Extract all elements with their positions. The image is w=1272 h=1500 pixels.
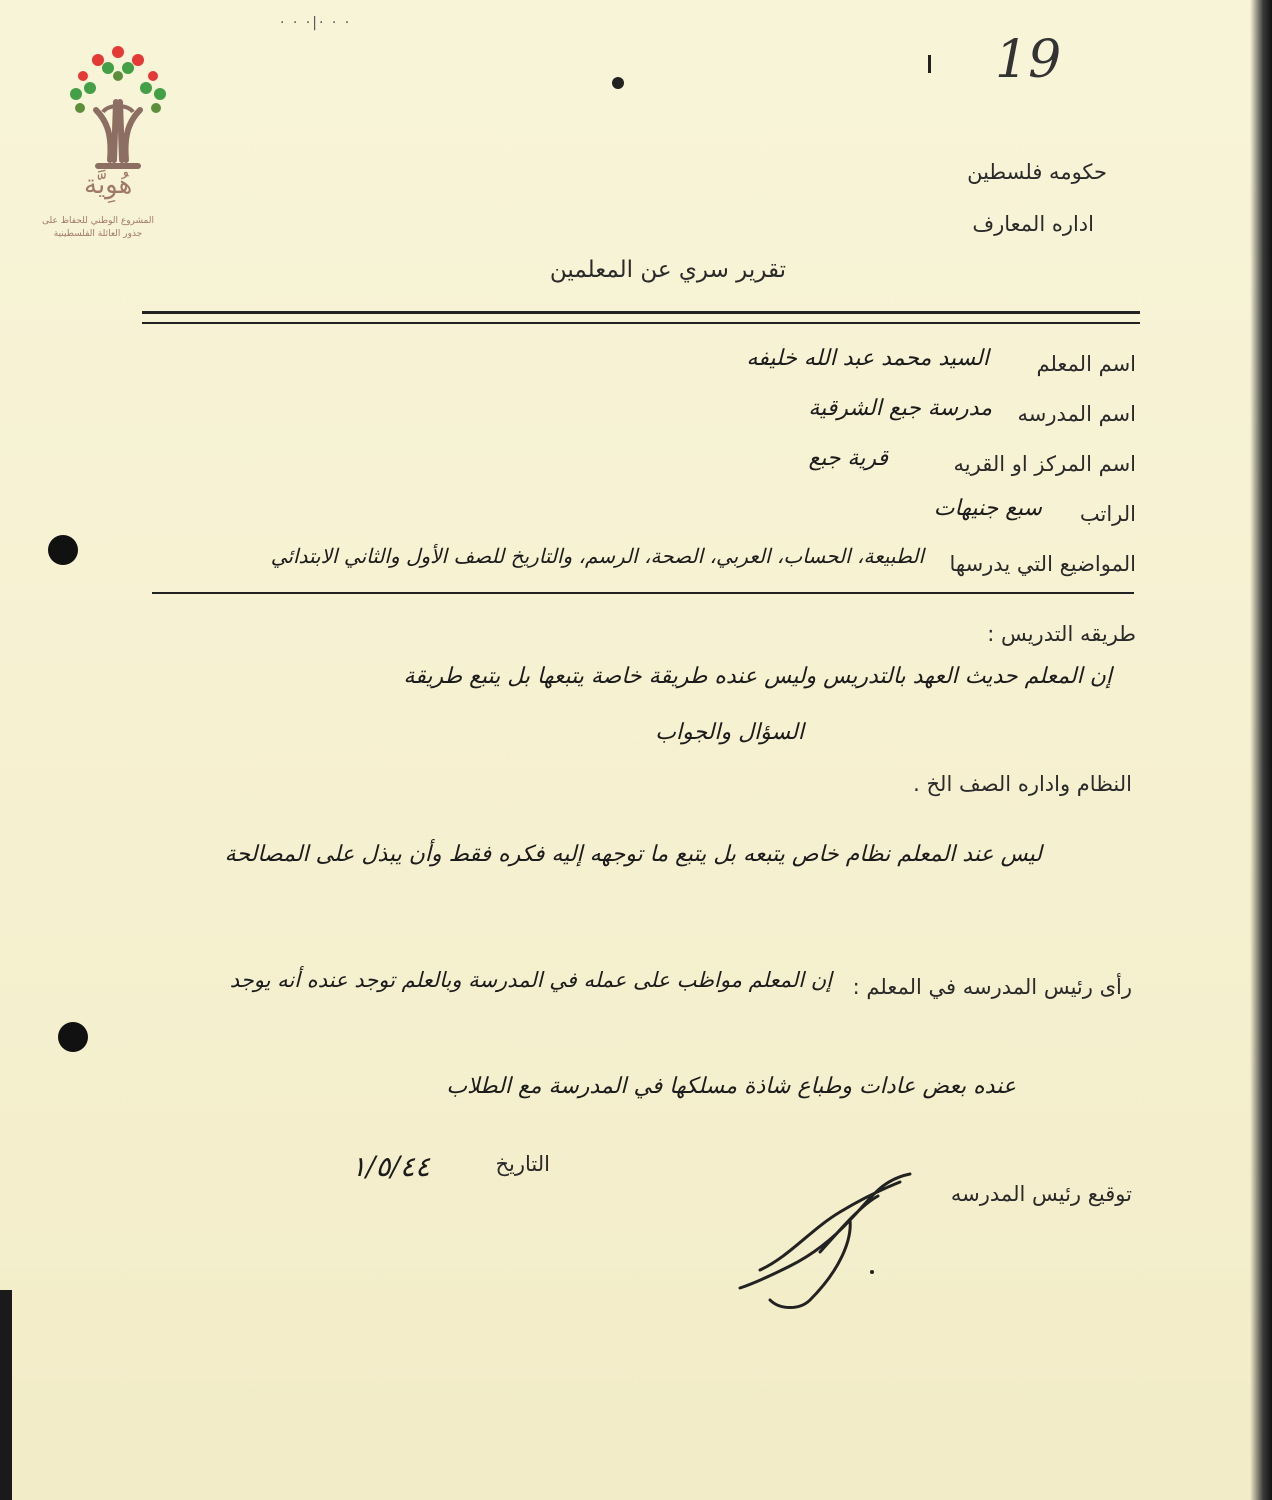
scan-edge-right	[1250, 0, 1272, 1500]
divider	[142, 311, 1140, 314]
scan-edge-left	[0, 1290, 12, 1500]
divider	[142, 322, 1140, 324]
opinion-line-2: عنده بعض عادات وطباع شاذة مسلكها في المدرسة مع الطلاب	[446, 1074, 1016, 1099]
signature-icon	[700, 1160, 940, 1320]
underline	[152, 592, 1134, 594]
field-label-village: اسم المركز او القريه	[953, 452, 1136, 476]
logo	[41, 42, 178, 252]
teaching-line-1: إن المعلم حديث العهد بالتدريس وليس عنده طريقة خاصة يتبعها بل يتبع طريقة	[403, 664, 1112, 689]
logo-tagline-1: المشروع الوطني للحفاظ على	[41, 216, 154, 226]
teaching-line-2: السؤال والجواب	[655, 720, 804, 745]
field-value-village: قرية جبع	[808, 446, 888, 471]
field-value-school: مدرسة جبع الشرقية	[808, 396, 992, 421]
logo-tagline-2: جذور العائلة الفلسطينية	[53, 229, 143, 239]
department-name: اداره المعارف	[972, 212, 1094, 236]
date-label: التاريخ	[495, 1152, 550, 1176]
tree-logo-icon	[58, 42, 178, 172]
signature-label: توقيع رئيس المدرسه	[950, 1182, 1132, 1206]
discipline-label: النظام واداره الصف الخ .	[913, 772, 1132, 796]
field-label-salary: الراتب	[1079, 502, 1136, 526]
discipline-line-1: ليس عند المعلم نظام خاص يتبعه بل يتبع ما توجهه إليه فكره فقط وأن يبذل على المصالحة	[224, 842, 1042, 867]
government-name: حكومه فلسطين	[967, 160, 1107, 184]
punch-hole	[48, 535, 78, 565]
scan-mark	[928, 55, 931, 73]
scan-mark: · · ·|· · ·	[280, 15, 352, 31]
field-value-teacher: السيد محمد عبد الله خليفه	[746, 346, 989, 371]
page-number: 19	[995, 30, 1062, 90]
ink-dot	[612, 77, 624, 89]
logo-name: هُوِيَّة	[84, 170, 133, 200]
punch-hole	[58, 1022, 88, 1052]
page-title: تقرير سري عن المعلمين	[549, 257, 786, 283]
field-value-salary: سبع جنيهات	[933, 496, 1042, 521]
field-label-subjects: المواضيع التي يدرسها	[949, 552, 1136, 576]
teaching-label: طريقه التدريس :	[987, 622, 1136, 646]
opinion-line-1: إن المعلم مواظب على عمله في المدرسة وبالعلم توجد عنده أنه يوجد	[229, 968, 832, 992]
opinion-label: رأى رئيس المدرسه في المعلم :	[852, 975, 1132, 999]
field-value-subjects: الطبيعة، الحساب، العربي، الصحة، الرسم، والتاريخ للصف الأول والثاني الابتدائي	[270, 544, 924, 568]
date-value: ١/٥/٤٤	[350, 1150, 430, 1183]
field-label-teacher: اسم المعلم	[1036, 352, 1136, 376]
field-label-school: اسم المدرسه	[1017, 402, 1136, 426]
